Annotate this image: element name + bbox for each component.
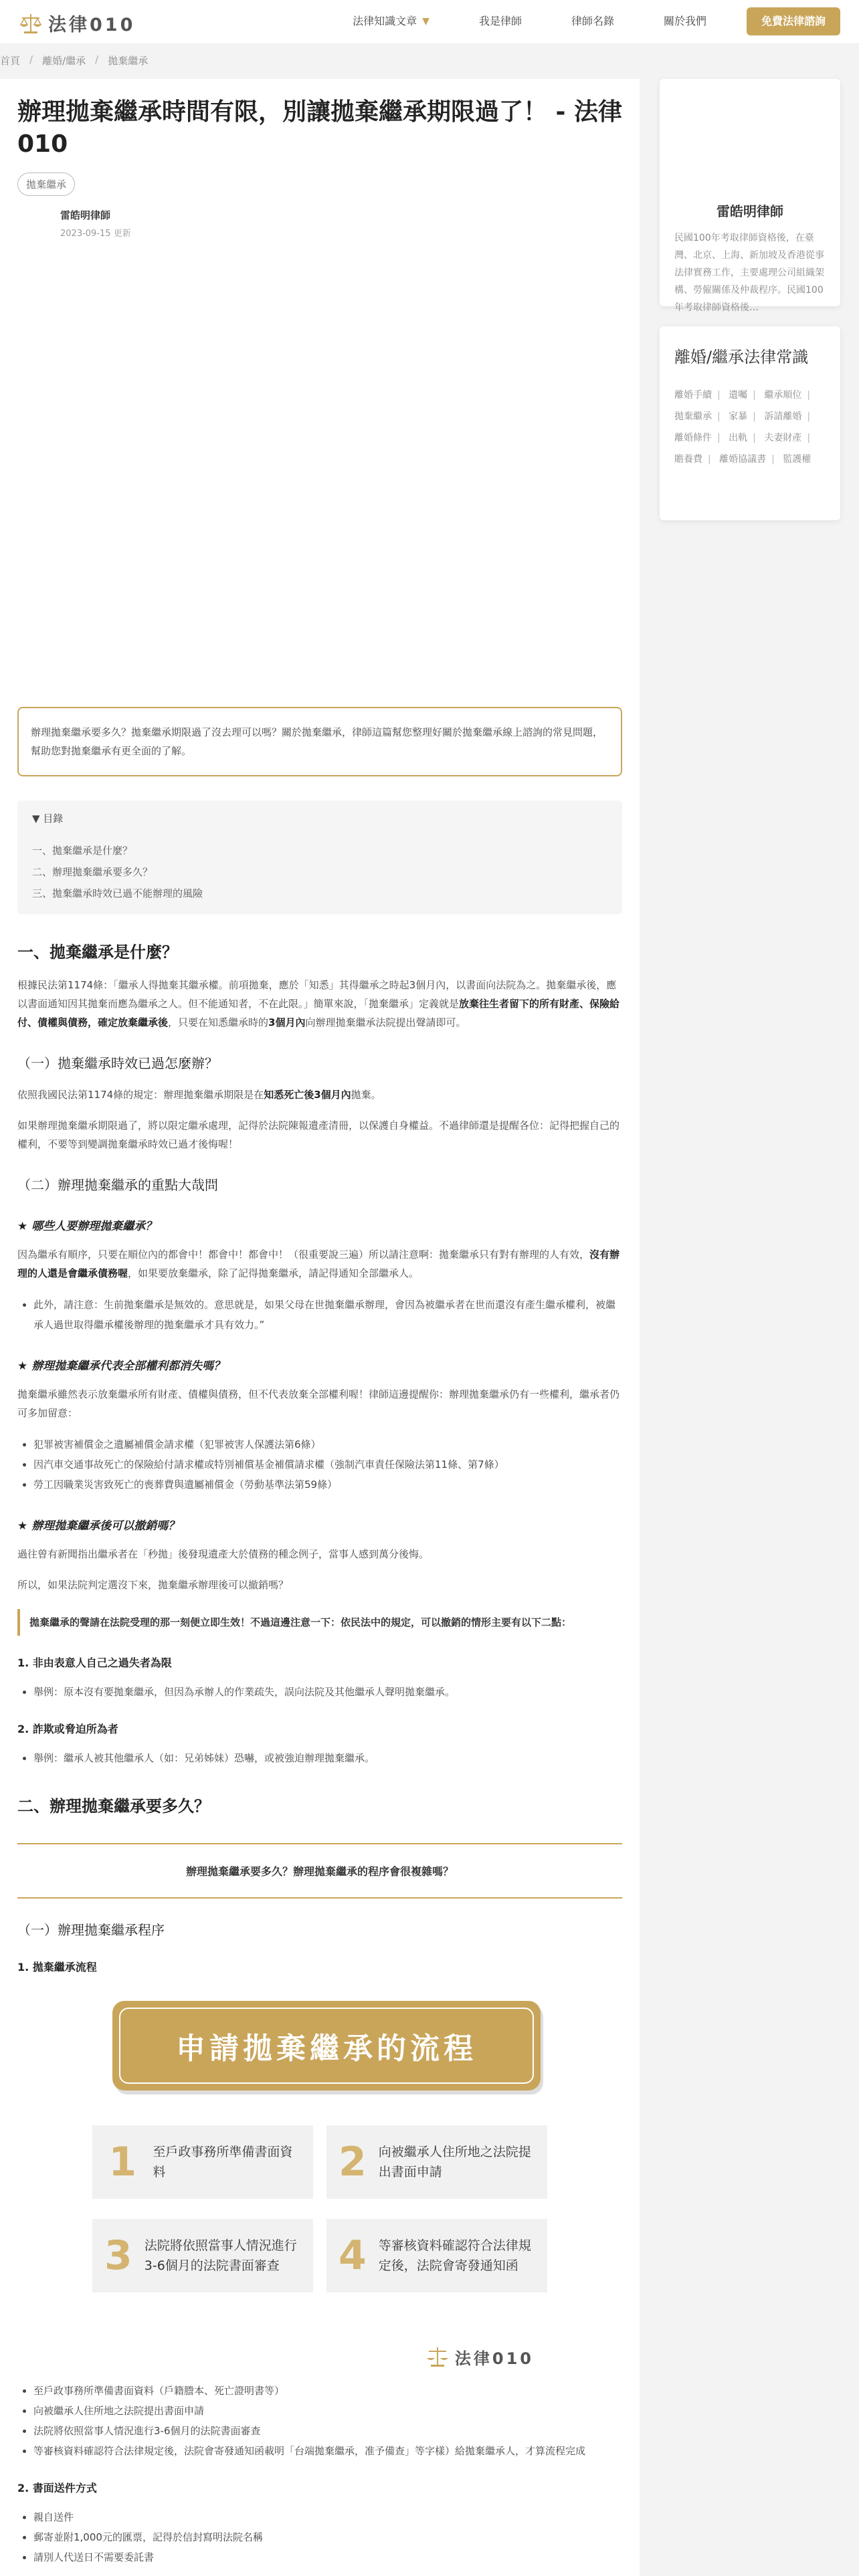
breadcrumb-sep: / bbox=[29, 53, 33, 66]
section-heading: 二、辦理拋棄繼承要多久？ bbox=[17, 1797, 210, 1816]
flow-step bbox=[92, 2125, 313, 2199]
toc-item[interactable]: 一、拋棄繼承是什麼？ bbox=[32, 845, 133, 857]
paragraph: 所以，如果法院判定選沒下來，拋棄繼承辦理後可以撤銷嗎？ bbox=[17, 1579, 289, 1591]
article-main bbox=[0, 79, 640, 2576]
author-card-name: 雷皓明律師 bbox=[717, 203, 783, 219]
kb-link[interactable]: 訴請離婚 bbox=[764, 411, 802, 422]
text: ，只要在知悉繼承時的 bbox=[168, 1016, 269, 1029]
kb-sep: | bbox=[753, 411, 756, 422]
toc-item[interactable]: 三、拋棄繼承時效已過不能辦理的風險 bbox=[32, 887, 203, 899]
paragraph bbox=[17, 1085, 622, 1104]
paragraph bbox=[17, 1245, 622, 1283]
bullet-list bbox=[17, 2381, 622, 2461]
list-item: • 因汽車交通事故死亡的保險給付請求權或特別補償基金補償請求權（強制汽車責任保險法第11條、第7條） bbox=[33, 1455, 622, 1475]
breadcrumb bbox=[0, 53, 148, 68]
question-heading: ★ 辦理拋棄繼承後可以撤銷嗎？ bbox=[17, 1519, 180, 1533]
text: 依照我國民法第1174條的規定：辦理拋棄繼承期限是在 bbox=[17, 1089, 264, 1101]
kb-sep: | bbox=[807, 433, 811, 443]
kb-link[interactable]: 離婚條件 bbox=[674, 433, 712, 443]
kb-sep: | bbox=[717, 433, 721, 443]
nav-label: 法律知識文章 bbox=[353, 15, 417, 27]
author-name[interactable]: 雷皓明律師 bbox=[60, 209, 111, 221]
question-heading: ★ 辦理拋棄繼承代表全部權利都消失嗎？ bbox=[17, 1360, 225, 1373]
kb-link[interactable]: 夫妻財產 bbox=[764, 433, 802, 443]
list-item: • 法院將依照當事人情況進行3-6個月的法院書面審查 bbox=[33, 2421, 622, 2441]
kb-link[interactable]: 離婚手續 bbox=[674, 390, 712, 401]
article-date: 2023-09-15 更新 bbox=[60, 229, 131, 239]
paragraph bbox=[17, 976, 622, 1032]
knowledge-links bbox=[674, 385, 826, 470]
text-bold: 沒有辦理的人還是會繼承債務喔 bbox=[17, 1249, 620, 1279]
paragraph: 過往曾有新聞指出繼承者在「秒拋」後發現遺產大於債務的種念例子，當事人感到萬分後悔。 bbox=[17, 1548, 430, 1560]
list-item: • 郵寄並附1,000元的匯票，記得於信封寫明法院名稱 bbox=[33, 2527, 622, 2547]
flow-step bbox=[326, 2219, 547, 2292]
nav-about-us[interactable]: 關於我們 bbox=[663, 15, 706, 27]
kb-link[interactable]: 家暴 bbox=[729, 411, 748, 422]
step-text: 法院將依照當事人情況進行3-6個月的法院書面審查 bbox=[144, 2238, 297, 2273]
text: 拋棄。 bbox=[351, 1089, 381, 1101]
bullet-list bbox=[17, 1748, 622, 1768]
free-consultation-button[interactable]: 免費法律諮詢 bbox=[747, 7, 840, 35]
scales-logo-icon bbox=[19, 11, 43, 35]
text: 向辦理拋棄繼承法院提出聲請即可。 bbox=[305, 1016, 466, 1029]
subsection-heading: （一）辦理拋棄繼承程序 bbox=[17, 1922, 165, 1938]
flow-infographic bbox=[92, 2001, 547, 2369]
table-of-contents bbox=[17, 800, 622, 914]
kb-link[interactable]: 監護權 bbox=[783, 454, 812, 465]
text: 根據民法第1174條：「繼承人得拋棄其繼承權。前項拋棄，應於「知悉」其得繼承之時起3個月內，以書面向法院為之。拋棄繼承後，應以書面通知因其拋棄而應為繼承之人。但不能通知者，不在此限。」簡單來說，「拋棄繼承」定義就是 bbox=[17, 979, 617, 1010]
breadcrumb-sep: / bbox=[95, 53, 99, 66]
step-number: 1 bbox=[108, 2139, 137, 2185]
sidebar bbox=[660, 79, 840, 520]
kb-sep: | bbox=[753, 390, 756, 401]
section-banner: 辦理拋棄繼承要多久？辦理拋棄繼承的程序會很複雜嗎？ bbox=[17, 1843, 622, 1899]
kb-sep: | bbox=[708, 454, 711, 465]
toc-toggle[interactable]: ▼ 目錄 bbox=[32, 813, 64, 825]
text: ，如果要放棄繼承，除了記得拋棄繼承，請記得通知全部繼承人。 bbox=[128, 1267, 419, 1279]
point-heading: 2. 書面送件方式 bbox=[17, 2482, 97, 2494]
highlight-quote: 拋棄繼承的聲請在法院受理的那一刻便立即生效！不過這邊注意一下：依民法中的規定，可以撤銷的情形主要有以下二點： bbox=[17, 1609, 622, 1636]
flow-step bbox=[92, 2219, 313, 2292]
list-item: • 勞工因職業災害致死亡的喪葬費與遺屬補償金（勞動基準法第59條） bbox=[33, 1475, 622, 1495]
main-nav bbox=[303, 7, 840, 36]
subsection-heading: （一）拋棄繼承時效已過怎麼辦？ bbox=[17, 1055, 218, 1071]
knowledge-card bbox=[660, 326, 840, 520]
kb-link[interactable]: 離婚協議書 bbox=[719, 454, 767, 465]
bullet-list bbox=[17, 1682, 622, 1702]
nav-legal-articles[interactable] bbox=[353, 7, 430, 36]
text: 因為繼承有順序，只要在順位內的都會中！都會中！都會中！（很重要說三遍）所以請注意啊：拋棄繼承只有對有辦理的人有效， bbox=[17, 1249, 590, 1261]
question-heading: ★ 哪些人要辦理拋棄繼承？ bbox=[17, 1220, 157, 1233]
kb-sep: | bbox=[807, 411, 811, 422]
kb-sep: | bbox=[771, 454, 775, 465]
breadcrumb-home[interactable]: 首頁 bbox=[0, 55, 21, 67]
point-heading: 1. 非由表意人自己之過失者為限 bbox=[17, 1656, 172, 1669]
list-item: • 至戶政事務所準備書面資料（戶籍謄本、死亡證明書等） bbox=[33, 2381, 622, 2401]
list-item: • 請別人代送日不需要委託書 bbox=[33, 2547, 622, 2567]
subsection-heading: （二）辦理拋棄繼承的重點大哉問 bbox=[17, 1177, 218, 1193]
page-title: 辦理拋棄繼承時間有限，別讓拋棄繼承期限過了！ - 法律010 bbox=[17, 98, 623, 158]
list-item: • 舉例：原本沒有要拋棄繼承，但因為承辦人的作業疏失，誤向法院及其他繼承人聲明拋棄繼承。 bbox=[33, 1682, 622, 1702]
step-number: 2 bbox=[339, 2139, 367, 2185]
flow-brand-text: 法律010 bbox=[454, 2349, 534, 2368]
author-card[interactable] bbox=[660, 79, 840, 313]
step-number: 3 bbox=[104, 2232, 132, 2279]
scales-logo-icon bbox=[425, 2345, 450, 2369]
list-item: • 等審核資料確認符合法律規定後，法院會寄發通知函載明「台端拋棄繼承，准予備查」等字樣）給拋棄繼承人，才算流程完成 bbox=[33, 2441, 622, 2461]
kb-link[interactable]: 繼承順位 bbox=[764, 390, 802, 401]
list-item: • 親自送件 bbox=[33, 2507, 622, 2527]
nav-i-am-lawyer[interactable]: 我是律師 bbox=[478, 15, 522, 27]
step-text: 等審核資料確認符合法律規定後，法院會寄發通知函 bbox=[378, 2238, 531, 2273]
kb-sep: | bbox=[807, 390, 811, 401]
author-card-bio: 民國100年考取律師資格後，在臺灣、北京、上海、新加坡及香港從事法律實務工作，主要處理公司組織架構、勞僱關係及仲裁程序。民國100年考取律師資格後… bbox=[674, 233, 824, 313]
kb-link[interactable]: 出軌 bbox=[729, 433, 748, 443]
paragraph: 拋棄繼承雖然表示放棄繼承所有財產、債權與債務，但不代表放棄全部權利喔！律師這邊提醒你：辦理拋棄繼承仍有一些權利，繼承者仍可多加留意： bbox=[17, 1388, 620, 1419]
bullet-list bbox=[17, 1295, 622, 1335]
paragraph: 如果辦理拋棄繼承期限過了，將以限定繼承處理，記得於法院陳報遺產清冊，以保護自身權益。不過律師還是提醒各位：記得把握自己的權利，不要等到變調拋棄繼承時效已過才後悔喔！ bbox=[17, 1119, 620, 1150]
article-tag[interactable]: 拋棄繼承 bbox=[17, 173, 75, 196]
text-bold: 知悉死亡後3個月內 bbox=[264, 1089, 351, 1101]
flow-step bbox=[326, 2125, 547, 2199]
bullet-list bbox=[17, 2507, 622, 2567]
site-logo[interactable] bbox=[19, 10, 135, 36]
bullet-list bbox=[17, 1434, 622, 1495]
article-intro: 辦理拋棄繼承要多久？拋棄繼承期限過了沒去理可以嗎？關於拋棄繼承，律師這篇幫您整理好關於拋棄繼承線上諮詢的常見問題，幫助您對拋棄繼承有更全面的了解。 bbox=[17, 707, 622, 776]
kb-sep: | bbox=[717, 390, 721, 401]
list-item: • 此外，請注意：生前拋棄繼承是無效的。意思就是，如果父母在世拋棄繼承辦理，會因為被繼承者在世而還沒有產生繼承權利，被繼承人過世取得繼承權後辦理的拋棄繼承才具有效力。” bbox=[33, 1295, 622, 1335]
logo-text: 法律010 bbox=[48, 15, 136, 35]
toc-item[interactable]: 二、辦理拋棄繼承要多久？ bbox=[32, 866, 153, 878]
kb-link[interactable]: 贍養費 bbox=[674, 454, 702, 465]
author-block bbox=[60, 208, 622, 239]
kb-sep: | bbox=[753, 433, 756, 443]
point-heading: 1. 拋棄繼承流程 bbox=[17, 1961, 97, 1973]
step-text: 向被繼承人住所地之法院提出書面申請 bbox=[378, 2145, 531, 2179]
breadcrumb-category[interactable]: 離婚/繼承 bbox=[42, 55, 86, 67]
kb-sep: | bbox=[717, 411, 721, 422]
knowledge-card-title: 離婚/繼承法律常識 bbox=[674, 348, 809, 366]
breadcrumb-current: 拋棄繼承 bbox=[108, 55, 149, 67]
section-heading: 一、拋棄繼承是什麼？ bbox=[17, 943, 178, 962]
flow-banner bbox=[112, 2001, 541, 2090]
kb-link[interactable]: 遺囑 bbox=[729, 390, 748, 401]
site-header bbox=[0, 0, 859, 44]
kb-link[interactable]: 拋棄繼承 bbox=[674, 411, 712, 422]
step-text: 至戶政事務所準備書面資料 bbox=[153, 2145, 293, 2179]
text-bold: 放棄往生者留下的所有財產、保險給付、債權與債務，確定放棄繼承後 bbox=[17, 998, 620, 1029]
list-item: • 犯罪被害補償金之遺屬補償金請求權（犯罪被害人保護法第6條） bbox=[33, 1434, 622, 1455]
flow-title: 申請拋棄繼承的流程 bbox=[119, 2008, 534, 2084]
point-heading: 2. 詐欺或脅迫所為者 bbox=[17, 1723, 118, 1735]
nav-lawyer-directory[interactable]: 律師名錄 bbox=[571, 15, 614, 27]
step-number: 4 bbox=[339, 2232, 367, 2279]
list-item: • 向被繼承人住所地之法院提出書面申請 bbox=[33, 2401, 622, 2421]
list-item: • 舉例：繼承人被其他繼承人（如：兄弟姊妹）恐嚇，或被強迫辦理拋棄繼承。 bbox=[33, 1748, 622, 1768]
chevron-down-icon: ▼ bbox=[422, 16, 430, 27]
text-bold: 3個月內 bbox=[268, 1016, 306, 1029]
flow-brand-logo bbox=[425, 2345, 534, 2369]
